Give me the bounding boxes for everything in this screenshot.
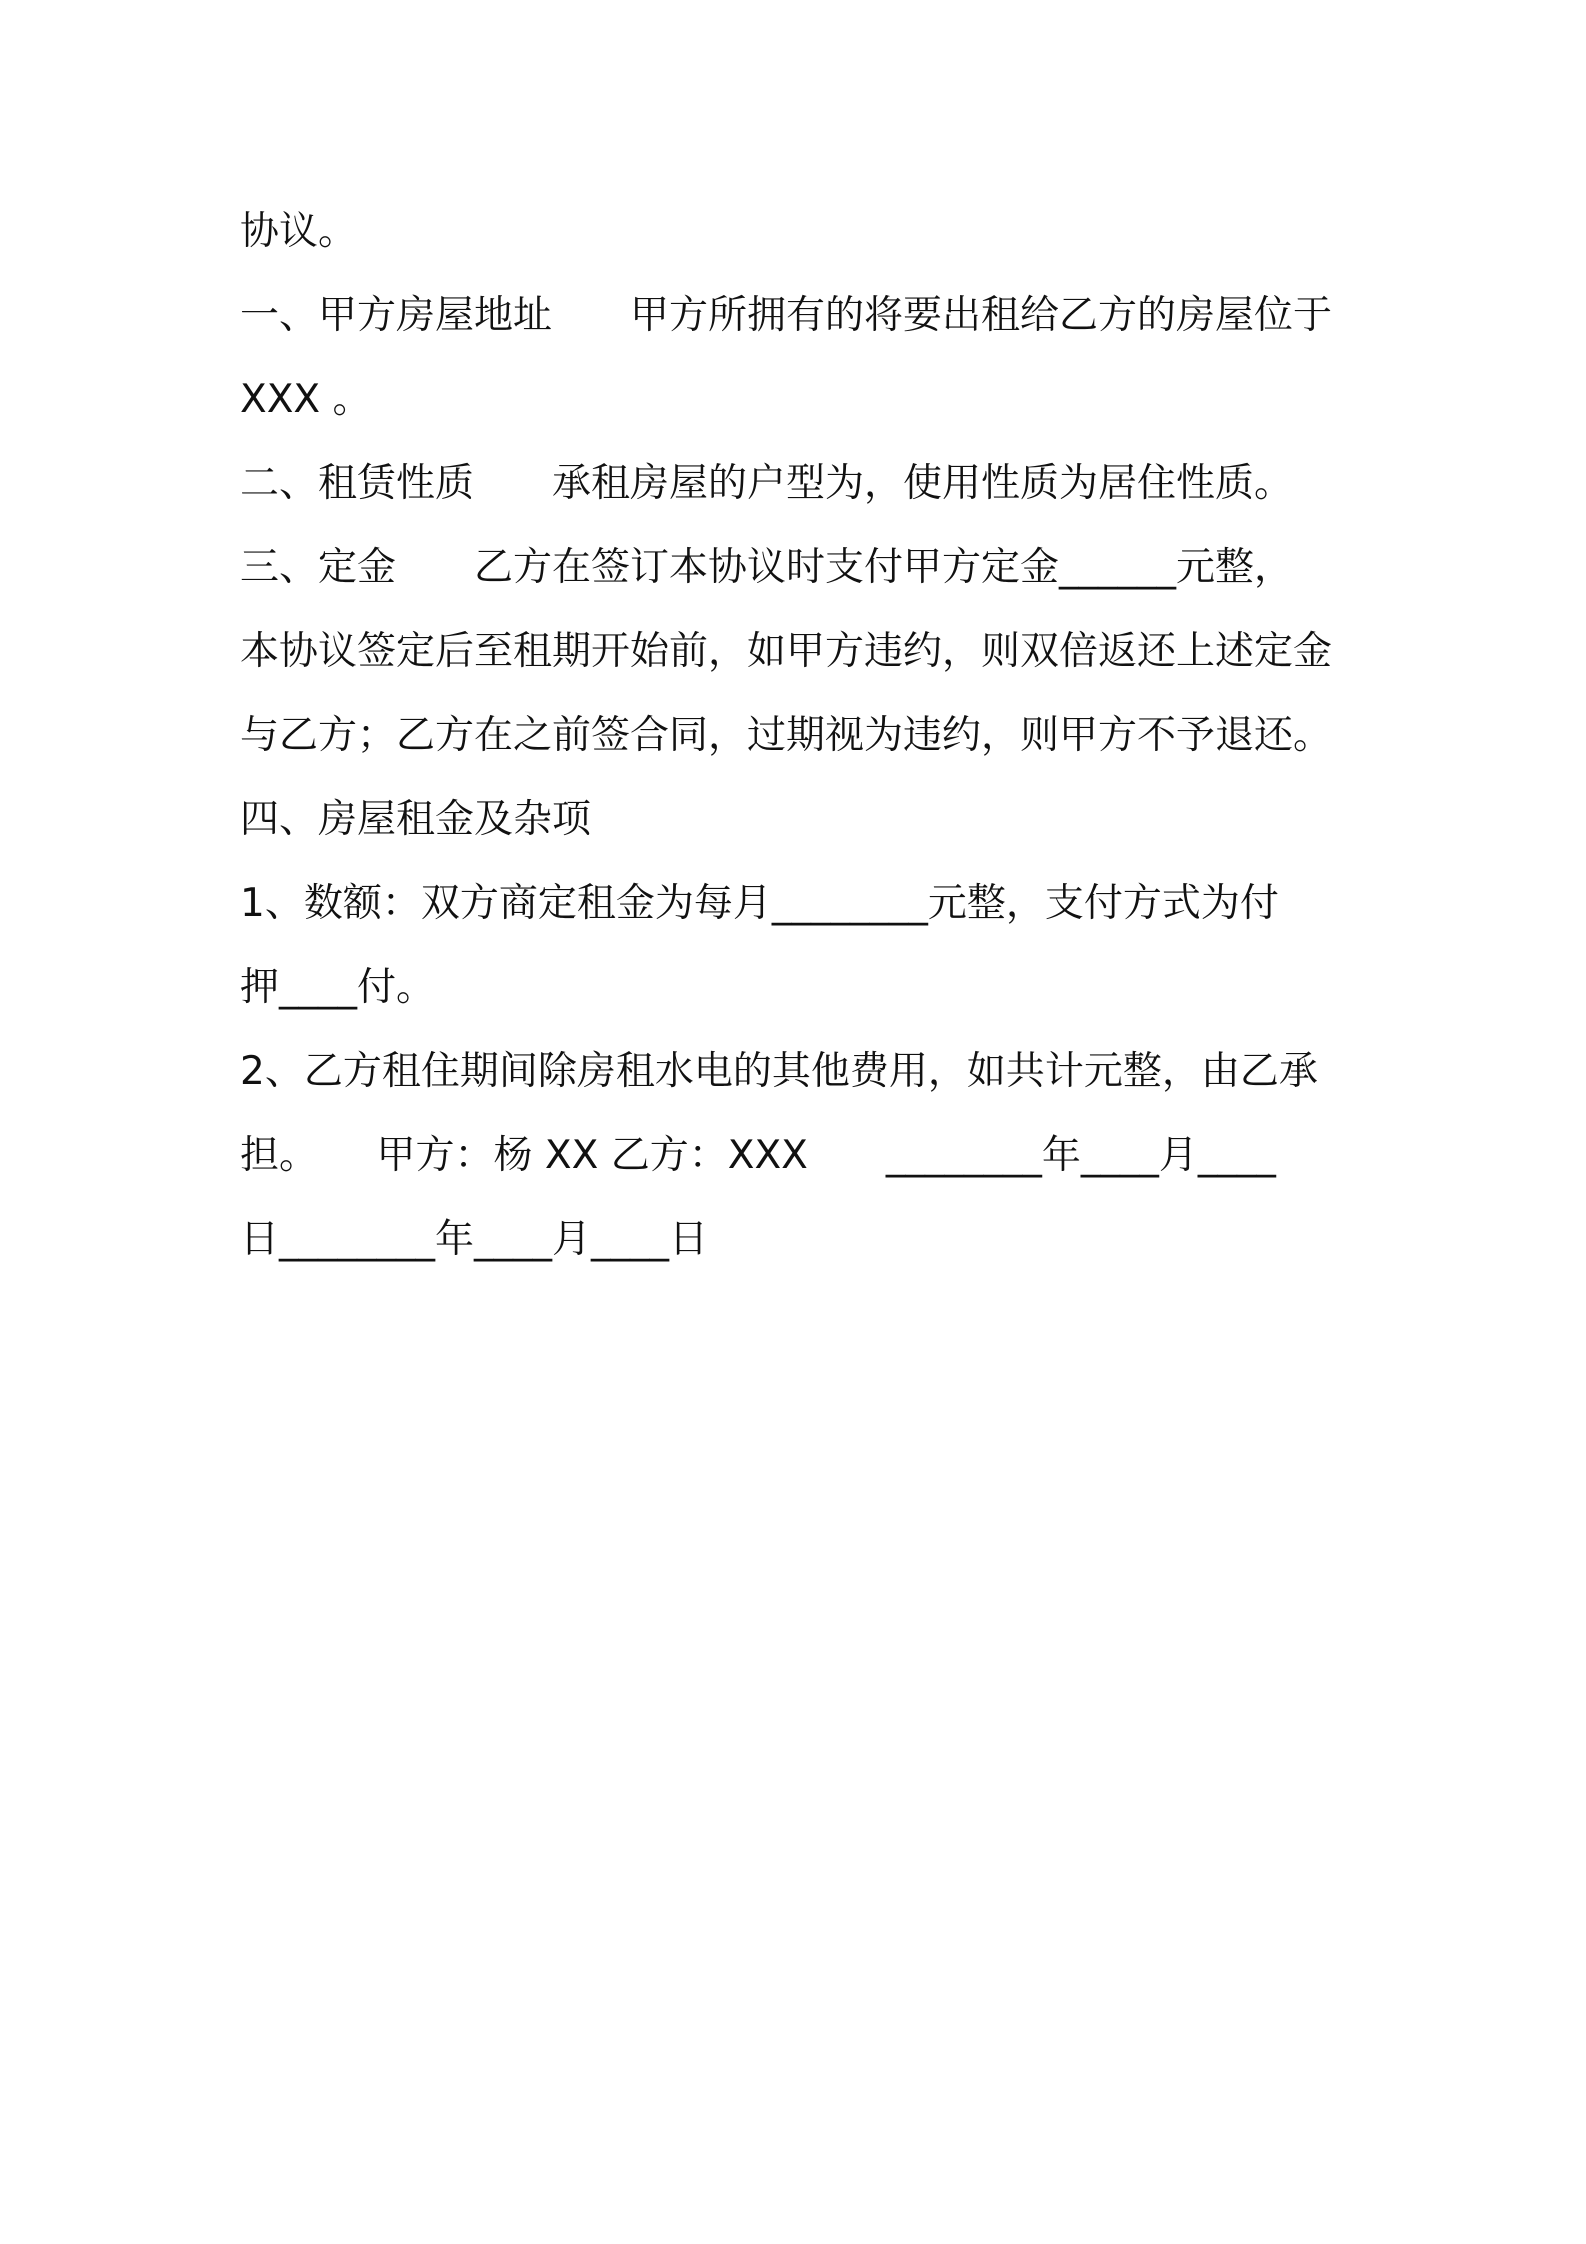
text-line-1: 协议。 — [240, 209, 358, 254]
text-line-8: 四、房屋租金及杂项 — [240, 797, 592, 842]
document-body — [240, 190, 1350, 1282]
text-line-5: 三、定金 乙方在签订本协议时支付甲方定金______元整， — [240, 545, 1294, 590]
text-line-4: 二、租赁性质 承租房屋的户型为，使用性质为居住性质。 — [240, 461, 1294, 506]
text-line-6: 本协议签定后至租期开始前，如甲方违约，则双倍返还上述定金 — [240, 629, 1333, 674]
text-line-9: 1、数额：双方商定租金为每月________元整，支付方式为付 — [240, 881, 1279, 926]
text-line-12: 担。 甲方：杨 XX 乙方：XXX ________年____月____ — [240, 1133, 1276, 1178]
text-line-3: XXX 。 — [240, 377, 372, 422]
text-line-2: 一、甲方房屋地址 甲方所拥有的将要出租给乙方的房屋位于 — [240, 293, 1333, 338]
text-line-7: 与乙方；乙方在之前签合同，过期视为违约，则甲方不予退还。 — [240, 713, 1333, 758]
text-line-10: 押____付。 — [240, 965, 436, 1010]
text-line-11: 2、乙方租住期间除房租水电的其他费用，如共计元整，由乙承 — [240, 1049, 1318, 1094]
text-line-13: 日________年____月____日 — [240, 1217, 709, 1262]
